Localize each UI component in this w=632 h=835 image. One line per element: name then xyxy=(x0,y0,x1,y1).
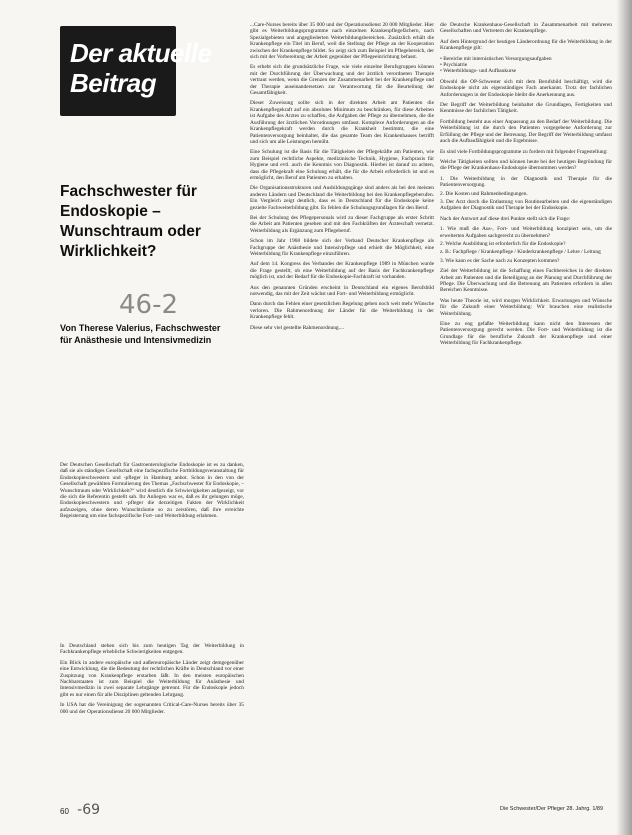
list-item: 3. Wie kann es der Sache nach zu Konzepten kommen? xyxy=(440,257,560,264)
paragraph: Ziel der Weiterbildung ist die Schaffung eines Fachbereiches in der direkten Arbeit am Patienten und die Beteiligung an der Planung und Durchführung der Pflege. Die Überwachung und die Betreuung am Patienten erfordern in allen Bereichen Kenntnisse. xyxy=(440,268,612,294)
list-item: z. B.: Fachpflege / Krankenpflege / Kinderkrankenpflege / Lehre / Leitung xyxy=(440,249,601,256)
page-footer-left xyxy=(60,802,100,818)
paragraph: Der Begriff der Weiterbildung beinhaltet die Grundlagen, Fertigkeiten und Kenntnisse der fachlichen Tätigkeit. xyxy=(440,102,612,115)
list-item: • Psychiatrie xyxy=(440,62,468,69)
column-3 xyxy=(440,22,612,812)
list-item: 1. Die Weiterbildung in der Diagnostik und Therapie für die Patientenversorgung. xyxy=(440,175,612,189)
list-item: • Bereiche mit internistischen Versorgungsaufgaben xyxy=(440,55,552,62)
paragraph: Der Deutschen Gesellschaft für Gastroenterologische Endoskopie ist es zu danken, daß sie als ständiges Gesellschaft eine fachspezifische Fortbildungsveranstaltung für Endoskopieschwestern und -pfleger in Hamburg anbot. Schon in den von der Gesellschaft gewählten Formulierung des Themas „Fachschwester für Endoskopie, – Wunschtraum oder Wirklichkeit?“ wird deutlich die Schwierigkeiten aufgezeigt, vor die sich die Referentin gestellt sah. Ihr Anliegen war es, daß es ihr gelungen möge, Endoskopieschwestern und -pfleger die derzeitigen Fakten der Wirklichkeit aufzuzeigen, ohne deren Wunschträume so zu zerstören, daß ihre erreichte Begeisterung um eine fachspezifische Fort- und Weiterbildung erlahmen. xyxy=(60,462,244,520)
paragraph: Diese sehr viel gestellte Rahmenordnung.... xyxy=(250,324,345,331)
banner-line-1: Der aktuelle xyxy=(70,38,212,68)
scan-edge-shadow xyxy=(616,0,632,835)
list-item: 2. Welche Ausbildung ist erforderlich für die Endoskopie? xyxy=(440,240,566,247)
paragraph: Nach der Antwort auf diese drei Punkte stellt sich die Frage: xyxy=(440,215,571,222)
banner-line-2: Beitrag xyxy=(70,68,157,98)
paragraph: Eine Schulung ist die Basis für die Tätigkeiten der Pflegekräfte am Patienten, wie zum Beispiel rechtliche Aspekte, medizinische Technik, Hygiene, Fachpraxis für Hygiene und evtl. auch die Kenntnis von Diagnostik. Hierbei ist darauf zu achten, dass die Pflegekraft eine Schulung erhält, die für die Arbeit erforderlich ist und es ermöglicht, den Beruf am Patienten zu erhalten. xyxy=(250,149,434,181)
paragraph: Obwohl die OP-Schwester sich mit dem Berufsbild beschäftigt, wird die Endoskopie nicht als eigenständiges Fach anerkannt. Trotz der fachlichen Anforderungen in der Endoskopie bleibt die Anerkennung aus. xyxy=(440,78,612,98)
handwritten-annotation-text: 46-2 xyxy=(119,290,179,320)
paragraph: In Deutschland stehen sich bis zum heutigen Tag der Weiterbildung in Fachkrankenpflege erhebliche Schwierigkeiten entgegen. xyxy=(60,643,244,656)
paragraph: Aus den genannten Gründen erscheint in Deutschland ein eigenes Berufsbild notwendig, das mit der Zeit wächst und Fort- und Weiterbildung ermöglicht. xyxy=(250,284,434,298)
paragraph: Es sind viele Fortbildungsprogramme zu fordern mit folgender Fragestellung: xyxy=(440,148,608,155)
article-title: Fachschwester für Endoskopie – Wunschtraum oder Wirklichkeit? xyxy=(60,183,201,260)
paragraph: Welche Tätigkeiten sollten und können heute bei der heutigen Begründung für die Pflege der Krankenhaus-Endoskopie übernommen werden? xyxy=(440,158,612,172)
list-item: 1. Wie muß die Aus-, Fort- und Weiterbildung konzipiert sein, um die erweiterten Aufgaben sachgerecht zu übernehmen? xyxy=(440,226,612,239)
journal-footer: Die Schwester/Der Pfleger 28. Jahrg. 1/89 xyxy=(500,806,604,812)
paragraph: ...Care-Nurses bereits über 35 000 und der Operationsdienst 20 000 Mitglieder. Hier gibt es Weiterbildungsprogramme nach einzelnen Krankenpflegefächern, nach Spezialgebieten und angegliederten Weiterbildungsbereichen. Zusätzlich erhält die Krankenpflege ein Titel im Beruf, weil die Stellung der Pflege an der Kooperation zwischen der Krankenpflege bildet. So zeigt sich zum Beispiel im Pflegebereich, der sich mit der Vorbereitung der Arbeit gegenüber der Pflegeeinrichtung befasst. xyxy=(250,22,434,61)
banner-text xyxy=(70,38,211,98)
list-item: 3. Der Arzt durch die Entlastung von Routinearbeiten und die eigenständigen Aufgaben der Diagnostik und Therapie bei der Endoskopie. xyxy=(440,198,612,212)
paragraph: Fortbildung besteht aus einer Anpassung an den Bedarf der Weiterbildung. Die Weiterbildung ist die durch den Patienten vorgegebene Anforderung zur Erfüllung der Pflege und der Betreuung. Der Begriff der Weiterbildung umfasst auch die Aufbaufähigkeit und die Ergebnisse. xyxy=(440,118,612,145)
paragraph: Dann durch das Fehlen einer gesetzlichen Regelung gehen noch weit mehr Wünsche verloren. Die Rahmenordnung der Länder für die Weiterbildung in der Krankenpflege fehlt. xyxy=(250,301,434,321)
paragraph: Es erhebt sich die grundsätzliche Frage, wie viele einzelne Berufsgruppen können mit der Durchführung der Überwachung und der ärztlich verordneten Therapie vertraut werden, wenn die Grenzen der Zusammenarbeit bei der Krankenpflege und der Therapie auseinandersetzen zur Verantwortung für die Beurteilung der Gesamtfähigkeit. xyxy=(250,64,434,97)
page-number: 60 xyxy=(60,807,69,816)
paragraph: Ein Blick in andere europäische und außereuropäische Länder zeigt demgegenüber eine Entwicklung, die die Bedeutung der rechtlichen Kräfte in Deutschland vor einer Zuspitzung von Krankenpflege erstarben läßt. In den meisten europäischen Nachbarstaaten ist zum Beispiel die Weiterbildung für Anästhesie und Intensivmedizin in zwei separate Lehrgänge getrennt. Für die Endoskopie jedoch gibt es nur einen für alle Disziplinen geltenden Lehrgang. xyxy=(60,659,244,698)
list-item: • Weiterbildungs- und Aufbaukurse xyxy=(440,68,517,75)
column-1-body xyxy=(60,643,244,803)
paragraph: In USA hat die Vereinigung der sogenannten Critical-Care-Nurses bereits über 35 000 und der Operationsdienst 20 000 Mitglieder. xyxy=(60,702,244,715)
paragraph: Eine zu eng gefaßte Weiterbildung kann nicht den Interessen der Patientenversorgung gerecht werden. Die Fort- und Weiterbildung ist die Grundlage für die berufliche Zukunft der Krankenpflege und einer Weiterbildung für Fachkrankenpflege. xyxy=(440,321,612,347)
column-2 xyxy=(250,22,434,812)
paragraph: Die Organisationsstrukturen und Ausbildungsgänge sind anders als bei den meisten anderen Ländern und Deutschland die Weiterbildung bei den Krankenpflegeberufen. Ein Vergleich zeigt deutlich, dass es in Deutschland für die Endoskopie keine gezielte Fachweiterbildung gibt. Es fehlen die Schulungsgrundlagen für den Beruf. xyxy=(250,185,434,211)
paragraph: Auf dem 14. Kongress des Verbandes der Krankenpflege 1989 in München wurde die Frage gestellt, ob eine Weiterbildung auf der Basis der Fachkrankenpflege möglich ist, und der Bedarf für die Endoskopie-Fachkraft ist vorhanden. xyxy=(250,261,434,281)
author-byline: Von Therese Valerius, Fachschwester für Anästhesie und Intensivmedizin xyxy=(60,323,221,345)
paragraph: Schon im Jahr 1968 bildete sich der Verband Deutscher Krankenpflege als Fachgruppe der Anästhesie und Intensivpflege und erhielt die Möglichkeit, eine Weiterbildung für Krankenpflege einzuführen. xyxy=(250,238,434,257)
handwritten-annotation xyxy=(115,283,215,325)
list-item: 2. Die Kosten und Rahmenbedingungen. xyxy=(440,190,528,197)
paragraph: Bei der Schulung des Pflegepersonals wird zu dieser Fachgruppe als erster Schritt die Arbeit am Patienten gesehen und mit den Fachkräften der Ärzteschaft vernetzt. Weiterbildung als Ergänzung zum Pflegeberuf. xyxy=(250,214,434,234)
paragraph: die Deutsche Krankenhaus-Gesellschaft in Zusammenarbeit mit mehreren Gesellschaften und Vertretern der Krankenpflege. xyxy=(440,22,612,35)
paragraph: Auf dem Hintergrund der heutigen Länderordnung für die Weiterbildung in der Krankenpflege gilt: xyxy=(440,38,612,52)
paragraph: Dieser Zuweisung sollte sich in der direkten Arbeit am Patienten die Krankenpflegekraft auf ein absolutes Minimum zu beschränken, für diese Arbeiten ist Aufgabe des Arztes zu schaffen, die Aufgaben der Pflege zu übernehmen, die die Ausführung der ärztlichen Vorordnungen umfasst. Komplexe Anforderungen an die Krankenpflegekraft werden durch die Krankheit bestimmt, die eine Patientenversorgung beinhaltet, die das gesamte Team des Krankenhauses betrifft und sich um alle Leistungen bemüht. xyxy=(250,100,434,145)
column-1-intro xyxy=(60,462,244,627)
handwritten-page-mark: -69 xyxy=(77,802,101,818)
paragraph: Was heute Theorie ist, wird morgen Wirklichkeit. Erwartungen und Wünsche für die Zukunft einer Weiterbildung: Wir brauchen eine realistische Weiterbildung. xyxy=(440,297,612,317)
